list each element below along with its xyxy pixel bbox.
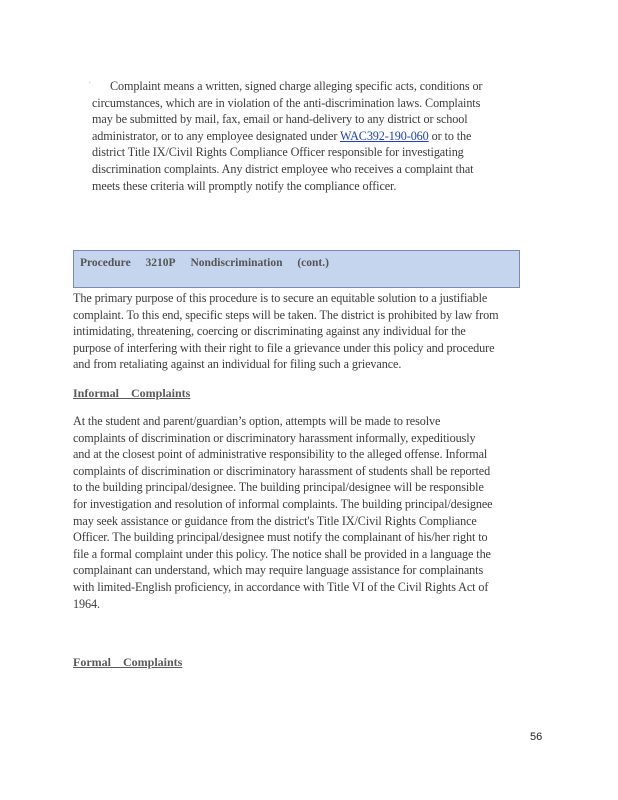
purpose-line: The primary purpose of this procedure is to secure an equitable solution to a justifiable xyxy=(73,291,488,305)
purpose-line: purpose of interfering with their right to file a grievance under this policy and procedure xyxy=(73,340,495,355)
informal-line: for investigation and resolution of informal complaints. The building principal/designee xyxy=(73,496,493,511)
intro-line: circumstances, which are in violation of the anti-discrimination laws. Complaints xyxy=(92,95,481,110)
purpose-paragraph xyxy=(73,290,553,373)
purpose-line: intimidating, threatening, coercing or discriminating against any individual for the xyxy=(73,324,466,339)
procedure-suffix: (cont.) xyxy=(297,257,329,269)
procedure-number: 3210P xyxy=(145,257,176,269)
intro-line-with-link xyxy=(92,128,532,145)
procedure-title xyxy=(80,257,339,269)
procedure-name: Nondiscrimination xyxy=(190,257,283,269)
purpose-line: complaint. To this end, specific steps will be taken. The district is prohibited by law from xyxy=(73,307,499,322)
intro-line-tail: or to the xyxy=(431,128,472,143)
intro-line: Complaint means a written, signed charge alleging specific acts, conditions or xyxy=(110,79,483,93)
intro-line: district Title IX/Civil Rights Compliance Officer responsible for investigating xyxy=(92,145,464,160)
intro-line-text: administrator, or to any employee designated under xyxy=(92,128,338,143)
informal-line: At the student and parent/guardian’s option, attempts will be made to resolve xyxy=(73,414,441,428)
informal-line: complainant can understand, which may require language assistance for complainants xyxy=(73,563,484,578)
intro-line: discrimination complaints. Any district employee who receives a complaint that xyxy=(92,161,474,176)
bullet-marker: · xyxy=(88,78,92,89)
informal-line: may seek assistance or guidance from the district's Title IX/Civil Rights Compliance xyxy=(73,513,477,528)
informal-line: file a formal complaint under this policy. The notice shall be provided in a language the xyxy=(73,546,491,561)
informal-line: Officer. The building principal/designee must notify the complainant of his/her right to xyxy=(73,530,488,545)
complaint-definition-paragraph xyxy=(92,78,532,194)
wac-reference-link[interactable]: WAC392-190-060 xyxy=(340,128,429,143)
formal-complaints-heading: Formal Complaints xyxy=(73,655,183,669)
intro-line: meets these criteria will promptly notify the compliance officer. xyxy=(92,178,397,193)
intro-line: may be submitted by mail, fax, email or hand-delivery to any district or school xyxy=(92,112,468,127)
informal-complaints-heading: Informal Complaints xyxy=(73,386,191,400)
informal-line: complaints of discrimination or discriminatory harassment informally, expeditiously xyxy=(73,430,476,445)
procedure-header-box xyxy=(73,250,520,288)
informal-complaints-paragraph xyxy=(73,413,553,612)
informal-line: 1964. xyxy=(73,596,100,611)
procedure-label: Procedure xyxy=(80,257,131,269)
informal-line: to the building principal/designee. The building principal/designee will be responsible xyxy=(73,480,484,495)
purpose-line: and from retaliating against an individual for filing such a grievance. xyxy=(73,357,402,372)
informal-line: complaints of discrimination or discriminatory harassment of students shall be reported xyxy=(73,463,491,478)
informal-line: with limited-English proficiency, in accordance with Title VI of the Civil Rights Act of xyxy=(73,579,489,594)
informal-line: and at the closest point of administrative responsibility to the alleged offense. Informal xyxy=(73,447,488,462)
page-number: 56 xyxy=(530,731,543,743)
